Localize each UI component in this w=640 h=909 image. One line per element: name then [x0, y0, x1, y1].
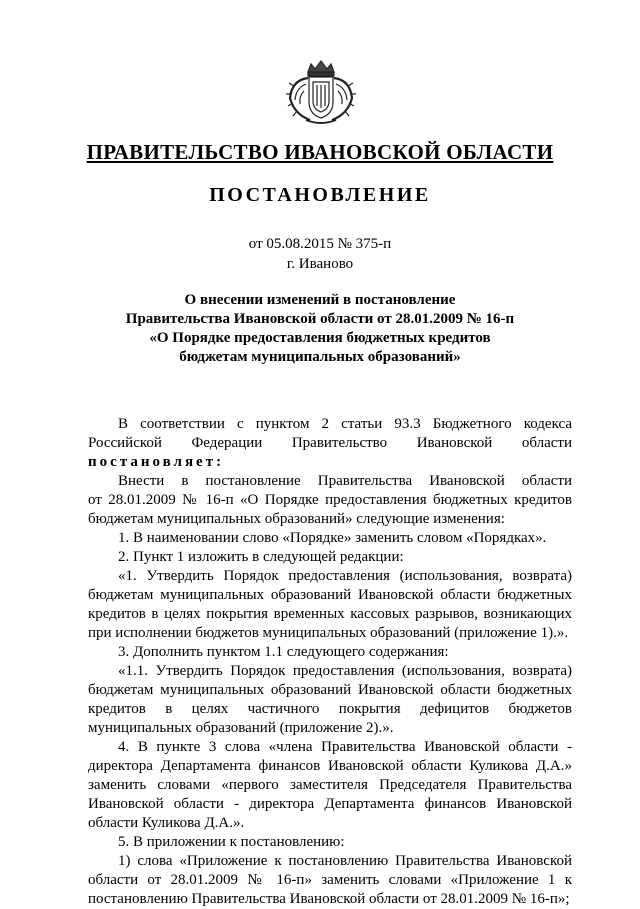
body-line: Внести в постановление Правительства Ивановской области	[118, 473, 572, 489]
city: г. Иваново	[286, 256, 354, 272]
body-line: бюджетам муниципальных образований Ивановской области бюджетных	[88, 682, 572, 698]
government-name: ПРАВИТЕЛЬСТВО ИВАНОВСКОЙ ОБЛАСТИ	[86, 140, 554, 164]
body-line: 1) слова «Приложение к постановлению Правительства Ивановской	[118, 853, 572, 869]
amendment-item: 4. В пункте 3 слова «члена Правительства Ивановской области -	[118, 739, 572, 755]
resolves-word: постановляет:	[88, 454, 225, 470]
title-line: бюджетам муниципальных образований»	[179, 349, 461, 365]
document-type: ПОСТАНОВЛЕНИЕ	[209, 184, 431, 206]
body-line: В соответствии с пунктом 2 статьи 93.3 Бюджетного кодекса	[118, 416, 572, 432]
document-body	[88, 415, 572, 909]
body-line: заменить словами «первого заместителя Председателя Правительства	[88, 777, 572, 793]
body-line: «1.1. Утвердить Порядок предоставления (использования, возврата)	[118, 663, 572, 679]
body-line: Ивановской области - директора Департамента финансов Ивановской	[88, 796, 572, 812]
body-line: кредитов в целях покрытия временных кассовых разрывов, возникающих	[88, 606, 572, 622]
body-line: области Куликова Д.А.».	[88, 815, 245, 831]
body-line: постановлению Правительства Ивановской области от 28.01.2009 № 16-п»;	[88, 891, 570, 907]
amendment-item: 5. В приложении к постановлению:	[118, 834, 345, 850]
body-line: директора Департамента финансов Ивановской области Куликова Д.А.»	[88, 758, 572, 774]
amendment-item: 1. В наименовании слово «Порядке» заменить словом «Порядках».	[118, 530, 547, 546]
date-number: от 05.08.2015 № 375-п	[248, 236, 392, 252]
body-line: области от 28.01.2009 № 16-п» заменить словами «Приложение 1 к	[88, 872, 572, 888]
title-line: Правительства Ивановской области от 28.01.2009 № 16-п	[125, 311, 515, 327]
body-line: «1. Утвердить Порядок предоставления (использования, возврата)	[118, 568, 572, 584]
title-line: «О Порядке предоставления бюджетных кредитов	[149, 330, 491, 346]
body-line: Российской Федерации Правительство Ивановской области	[88, 435, 572, 451]
title-line: О внесении изменений в постановление	[184, 292, 456, 308]
document-title	[60, 291, 580, 367]
body-line: бюджетам муниципальных образований Ивановской области бюджетных	[88, 587, 572, 603]
coat-of-arms-icon	[284, 58, 358, 128]
amendment-item: 2. Пункт 1 изложить в следующей редакции:	[118, 549, 404, 565]
body-line: бюджетам муниципальных образований» следующие изменения:	[88, 511, 505, 527]
body-line: муниципальных образований (приложение 2).».	[88, 720, 394, 736]
body-line: от 28.01.2009 № 16-п «О Порядке предоставления бюджетных кредитов	[88, 492, 572, 508]
body-line: при исполнении бюджетов муниципальных образований (приложение 1).».	[88, 625, 569, 641]
body-line: кредитов в целях частичного покрытия дефицитов бюджетов	[88, 701, 572, 717]
amendment-item: 3. Дополнить пунктом 1.1 следующего содержания:	[118, 644, 449, 660]
